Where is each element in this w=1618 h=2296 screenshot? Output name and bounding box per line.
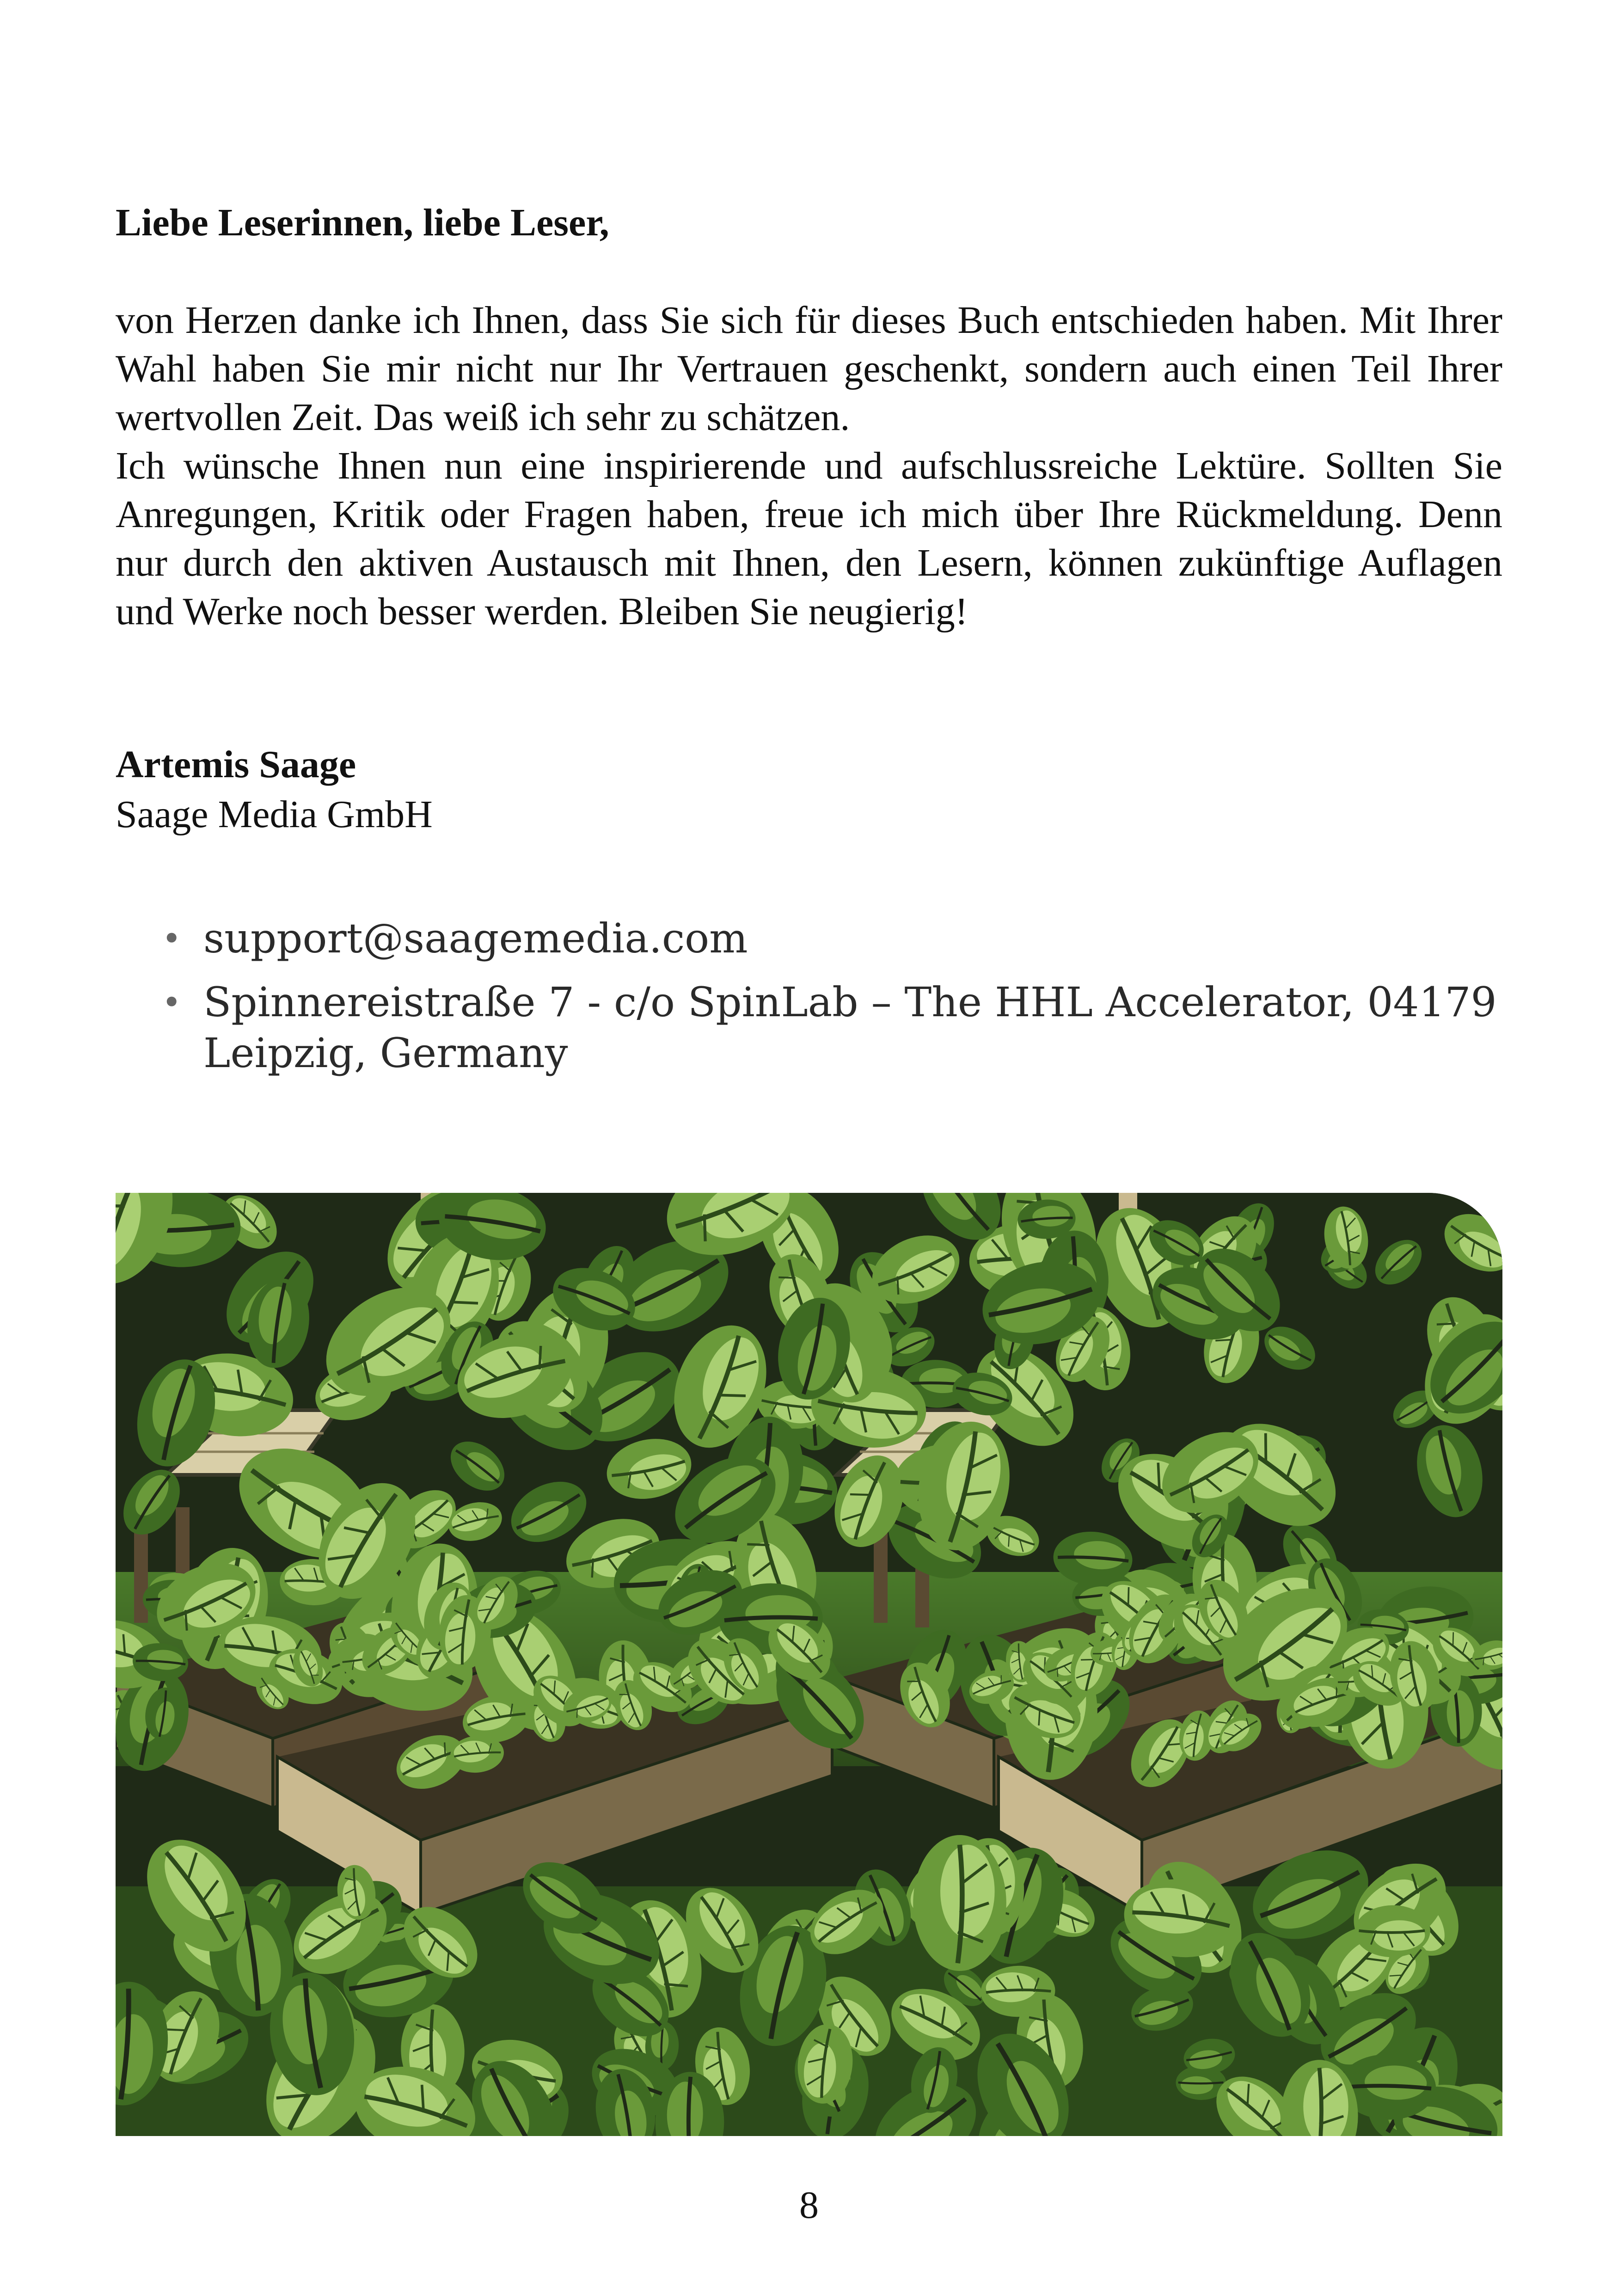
page-number: 8	[799, 2184, 819, 2227]
contact-address-text: Spinnereistraße 7 - c/o SpinLab – The HHL Accelerator, 04179 Leipzig, Germany	[203, 978, 1497, 1077]
contact-email[interactable]	[116, 913, 1502, 964]
contact-address	[116, 977, 1502, 1079]
bullet-icon: •	[162, 919, 182, 958]
letter-paragraph: Ich wünsche Ihnen nun eine inspirierende und aufschlussreiche Lektüre. Sollten Sie Anregungen, Kritik oder Fragen haben, freue ich mich über Ihre Rückmeldung. Denn nur durch den aktiven Austausch mit Ihnen, den Lesern, können zukünftige Auflagen und Werke noch besser werden. Bleiben Sie neugierig!	[116, 444, 1502, 633]
letter-body	[116, 296, 1502, 636]
company-name: Saage Media GmbH	[116, 793, 433, 836]
contact-email-text: support@saagemedia.com	[203, 915, 748, 962]
contact-list	[116, 913, 1502, 1092]
author-name: Artemis Saage	[116, 743, 356, 786]
raised-garden-beds-illustration	[116, 1193, 1502, 2136]
garden-illustration-svg	[116, 1193, 1502, 2136]
letter-paragraph: von Herzen danke ich Ihnen, dass Sie sich für dieses Buch entschieden haben. Mit Ihrer Wahl haben Sie mir nicht nur Ihr Vertrauen geschenkt, sondern auch einen Teil Ihrer wertvollen Zeit. Das weiß ich sehr zu schätzen.	[116, 299, 1502, 439]
bullet-icon: •	[162, 983, 182, 1022]
signature-block	[116, 740, 1502, 840]
leaf-shape	[913, 1835, 1006, 1971]
letter-greeting: Liebe Leserinnen, liebe Leser,	[116, 201, 609, 244]
